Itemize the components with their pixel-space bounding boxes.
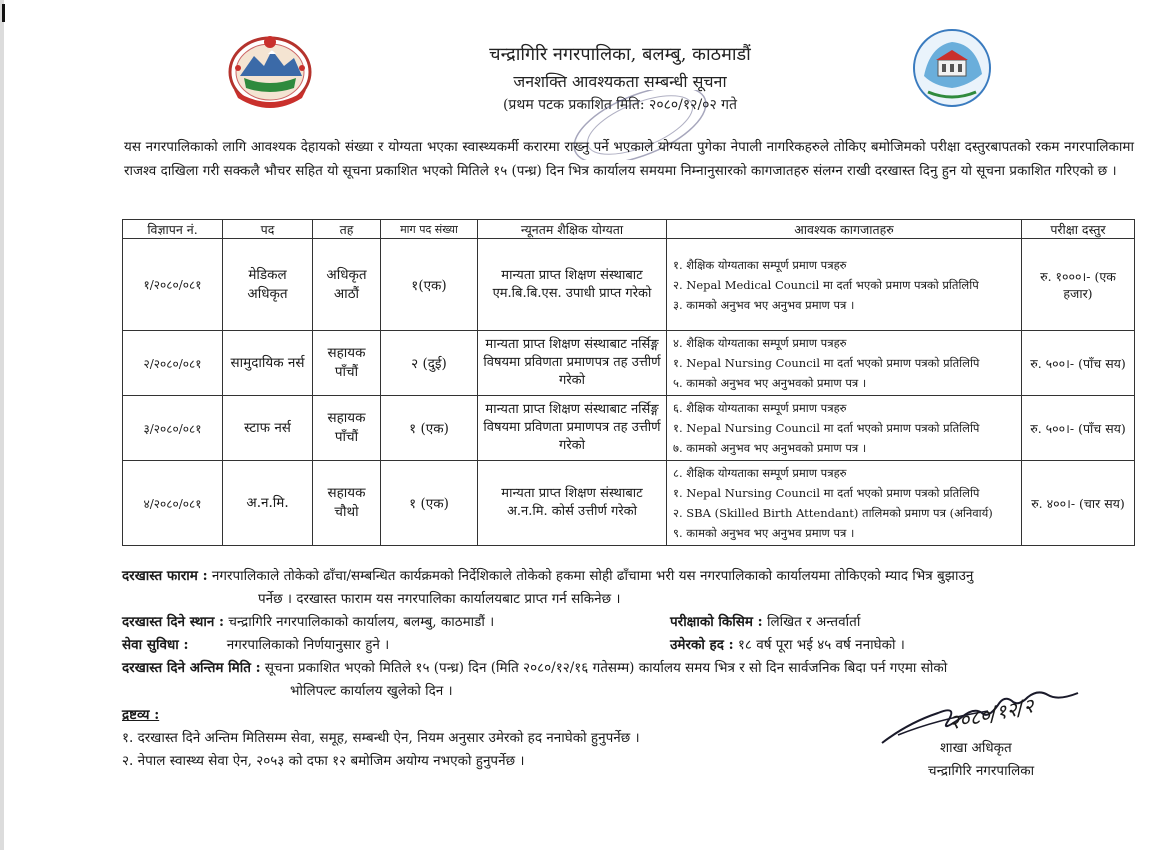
exam-label: परीक्षाको किसिम : [670, 614, 763, 630]
demand-cell: १(एक) [381, 239, 478, 331]
notes-title: द्रष्टव्य : [122, 707, 160, 723]
application-place [122, 612, 494, 630]
document-item: ७. कामको अनुभव भए अनुभवको प्रमाण पत्र । [673, 441, 867, 455]
qualification-cell: मान्यता प्राप्त शिक्षण संस्थाबाट नर्सिङ्ग विषयमा प्रविणता प्रमाणपत्र तह उत्तीर्ण गरेको [478, 396, 667, 461]
deadline-line-1 [122, 658, 947, 676]
signature-date: २०८०/१२/२ [946, 693, 1036, 735]
table-header-row [123, 220, 1135, 239]
table-row [123, 396, 1135, 461]
post-cell: अ.न.मि. [223, 461, 313, 546]
ad-no-cell: २/२०८०/०८१ [123, 331, 223, 396]
qualification-cell: मान्यता प्राप्त शिक्षण संस्थाबाट नर्सिङ्ग विषयमा प्रविणता प्रमाणपत्र तह उत्तीर्ण गरेको [478, 331, 667, 396]
facility-value: नगरपालिकाको निर्णयानुसार हुने । [226, 637, 390, 653]
post-cell: मेडिकल अधिकृत [223, 239, 313, 331]
document-item: १. Nepal Nursing Council मा दर्ता भएको प्रमाण पत्रको प्रतिलिपि [673, 486, 980, 500]
documents-cell [667, 239, 1022, 331]
exam-value: लिखित र अन्तर्वार्ता [766, 614, 861, 630]
level-cell: सहायक पाँचौं [313, 331, 381, 396]
place-value: चन्द्रागिरि नगरपालिकाको कार्यालय, बलम्बु, काठमाडौं । [228, 614, 495, 630]
col-header-qualification: न्यूनतम शैक्षिक योग्यता [478, 220, 667, 239]
fee-cell: रु. १०००।- (एक हजार) [1022, 239, 1135, 331]
government-emblem-icon [224, 32, 316, 112]
municipality-title: चन्द्रागिरि नगरपालिका, बलम्बु, काठमाडौं [489, 44, 751, 65]
ad-no-cell: १/२०८०/०८१ [123, 239, 223, 331]
scan-mark [2, 4, 5, 22]
form-text-2: पर्नेछ । दरखास्त फाराम यस नगरपालिका कार्यालयबाट प्राप्त गर्न सकिनेछ । [258, 591, 621, 607]
scan-edge [0, 0, 4, 850]
col-header-fee: परीक्षा दस्तुर [1022, 220, 1135, 239]
ad-no-cell: ३/२०८०/०८१ [123, 396, 223, 461]
form-text-1: नगरपालिकाले तोकेको ढाँचा/सम्बन्धित कार्यक्रमको निर्देशिकाले तोकेको हकमा सोही ढाँचामा भरी यस नगरपालिकाको कार्यालयमा तोकिएको म्याद भित्र बुझाउनु [211, 568, 974, 584]
fee-cell: रु. ५००।- (पाँच सय) [1022, 331, 1135, 396]
documents-cell [667, 461, 1022, 546]
document-item: ३. कामको अनुभव भए अनुभव प्रमाण पत्र । [673, 297, 855, 312]
document-item: २. Nepal Medical Council मा दर्ता भएको प्रमाण पत्रको प्रतिलिपि [673, 277, 979, 292]
exam-type [670, 612, 860, 630]
col-header-post: पद [223, 220, 313, 239]
level-cell: सहायक पाँचौं [313, 396, 381, 461]
note-item: २. नेपाल स्वास्थ्य सेवा ऐन, २०५३ को दफा १२ बमोजिम अयोग्य नभएको हुनुपर्नेछ । [122, 753, 525, 769]
document-item: २. SBA (Skilled Birth Attendant) तालिमको प्रमाण पत्र (अनिवार्य) [673, 506, 993, 520]
deadline-label: दरखास्त दिने अन्तिम मिति : [122, 660, 261, 676]
facility-label: सेवा सुविधा : [122, 637, 189, 653]
table-row [123, 331, 1135, 396]
demand-cell: १ (एक) [381, 396, 478, 461]
service-facility [122, 635, 389, 653]
table-row [123, 461, 1135, 546]
level-cell: अधिकृत आठौं [313, 239, 381, 331]
fee-cell: रु. ४००।- (चार सय) [1022, 461, 1135, 546]
document-item: ५. कामको अनुभव भए अनुभवको प्रमाण पत्र । [673, 376, 867, 390]
municipality-logo-icon [912, 28, 992, 108]
demand-cell: २ (दुई) [381, 331, 478, 396]
document-item: ६. शैक्षिक योग्यताका सम्पूर्ण प्रमाण पत्रहरु [673, 401, 847, 415]
col-header-demand: माग पद संख्या [381, 220, 478, 239]
col-header-level: तह [313, 220, 381, 239]
document-item: ८. शैक्षिक योग्यताका सम्पूर्ण प्रमाण पत्रहरु [673, 466, 847, 480]
document-item: १. शैक्षिक योग्यताका सम्पूर्ण प्रमाण पत्रहरु [673, 257, 847, 272]
form-label: दरखास्त फाराम : [122, 568, 208, 584]
col-header-ad-no: विज्ञापन नं. [123, 220, 223, 239]
deadline-text-1: सूचना प्रकाशित भएको मितिले १५ (पन्ध्र) दिन (मिति २०८०/१२/१६ गतेसम्म) कार्यालय समय भित्र र सो दिन सार्वजनिक बिदा पर्न गएमा सोको [264, 660, 948, 676]
qualification-cell: मान्यता प्राप्त शिक्षण संस्थाबाट अ.न.मि. कोर्स उत्तीर्ण गरेको [478, 461, 667, 546]
ad-no-cell: ४/२०८०/०८१ [123, 461, 223, 546]
qualification-cell: मान्यता प्राप्त शिक्षण संस्थाबाट एम.बि.बि.एस. उपाधी प्राप्त गरेको [478, 239, 667, 331]
intro-paragraph: यस नगरपालिकाको लागि आवश्यक देहायको संख्या र योग्यता भएका स्वास्थ्यकर्मी करारमा राख्नु पर्ने भएकाले योग्यता पुगेका नेपाली नागरिकहरुले तोकिए बमोजिमको परीक्षा दस्तुरबापतको रकम नगरपालिकामा राजश्व दाखिला गरी सक्कलै भौचर सहित यो सूचना प्रकाशित भएको मितिले १५ (पन्ध्र) दिन भित्र कार्यालय समयमा निम्नानुसारको कागजातहरु संलग्न राखी दरखास्त दिनु हुन यो सूचना प्रकाशित गरिएको छ । [124, 139, 1134, 179]
fee-cell: रु. ५००।- (पाँच सय) [1022, 396, 1135, 461]
post-cell: सामुदायिक नर्स [223, 331, 313, 396]
documents-cell [667, 331, 1022, 396]
document-item: १. Nepal Nursing Council मा दर्ता भएको प्रमाण पत्रको प्रतिलिपि [673, 421, 980, 435]
col-header-documents: आवश्यक कागजातहरु [667, 220, 1022, 239]
table-row [123, 239, 1135, 331]
form-line-1 [122, 566, 973, 584]
documents-cell [667, 396, 1022, 461]
document-item: ९. कामको अनुभव भए अनुभव प्रमाण पत्र । [673, 526, 855, 540]
signatory-org: चन्द्रागिरि नगरपालिका [928, 763, 1035, 779]
notice-title: जनशक्ति आवश्यकता सम्बन्धी सूचना [513, 72, 727, 91]
publication-date: (प्रथम पटक प्रकाशित मिति: २०८०/१२/०२ गते [502, 97, 738, 113]
vacancy-table [122, 219, 1135, 546]
age-limit [670, 635, 905, 653]
document-item: १. Nepal Nursing Council मा दर्ता भएको प्रमाण पत्रको प्रतिलिपि [673, 356, 980, 370]
deadline-text-2: भोलिपल्ट कार्यालय खुलेको दिन । [290, 683, 453, 699]
post-cell: स्टाफ नर्स [223, 396, 313, 461]
demand-cell: १ (एक) [381, 461, 478, 546]
document-item: ४. शैक्षिक योग्यताका सम्पूर्ण प्रमाण पत्रहरु [673, 336, 847, 350]
note-item: १. दरखास्त दिने अन्तिम मितिसम्म सेवा, समूह, सम्बन्धी ऐन, नियम अनुसार उमेरको हद ननाघेको हुनुपर्नेछ । [122, 730, 640, 746]
signatory-title: शाखा अधिकृत [940, 740, 1012, 756]
place-label: दरखास्त दिने स्थान : [122, 614, 225, 630]
level-cell: सहायक चौथो [313, 461, 381, 546]
age-label: उमेरको हद : [670, 637, 734, 653]
age-value: १८ वर्ष पूरा भई ४५ वर्ष ननाघेको । [737, 637, 905, 653]
